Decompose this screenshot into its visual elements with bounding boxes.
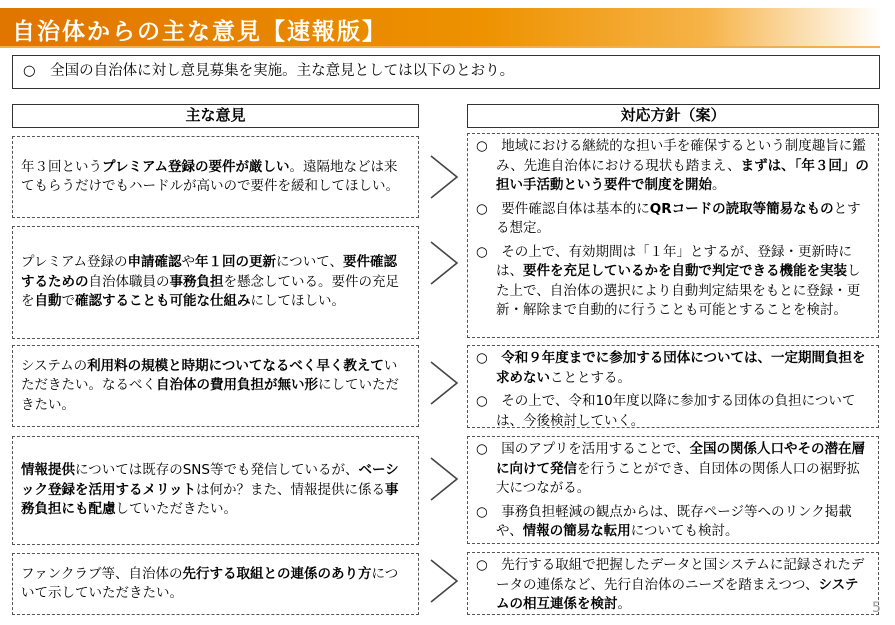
body-text: プレミアム登録の (21, 254, 128, 271)
emphasis-text: 申請確認 (127, 254, 182, 271)
response-box-4 (467, 552, 879, 615)
body-text: については既存のSNS等でも発信しているが、 (75, 462, 359, 479)
opinion-text-1 (21, 158, 410, 197)
body-text: にしてほしい。 (250, 293, 345, 310)
opinion-text-3 (21, 357, 410, 416)
body-text: システムの (21, 357, 88, 374)
body-text: 。遠隔地などは来てもらうだけでもハードルが高いので要件を緩和してほしい。 (21, 158, 399, 194)
body-text: 年３回という (21, 158, 102, 175)
response-box-2 (467, 345, 879, 428)
body-text: した上で、自治体の選択により自動判定結果をもとに登録・更新・解除まで自動的に行うことも可能とすることを検討。 (496, 263, 861, 318)
emphasis-text: ベーシック登録を活用するメリット (21, 462, 399, 498)
arrow-right-icon (428, 154, 460, 200)
response-item (476, 200, 870, 239)
body-text: いただきたい。なるべく (21, 357, 398, 394)
opinion-box-1 (12, 136, 419, 218)
emphasis-text: 利用料の規模と時期についてなるべく早く教えて (87, 357, 384, 374)
response-box-1 (467, 133, 879, 338)
page-number: 5 (872, 600, 881, 616)
body-text: 自治体職員の (88, 273, 170, 290)
emphasis-text: 自動 (34, 293, 62, 310)
body-text: について、 (276, 254, 343, 271)
opinion-box-4 (12, 436, 419, 545)
body-text: ○ 事務負担軽減の観点からは、既存ページ等へのリンク掲載や、 (476, 503, 852, 539)
body-text: 。 (617, 596, 631, 612)
opinion-box-3 (12, 345, 419, 427)
body-text: ○ 国のアプリを活用することで、 (476, 441, 690, 457)
response-item (476, 392, 870, 431)
body-text: していただきたい。 (115, 501, 237, 518)
response-item (476, 556, 870, 615)
opinion-text-2 (21, 253, 410, 312)
page-title: 自治体からの主な意見【速報版】 (12, 19, 387, 45)
response-item (476, 503, 870, 542)
emphasis-text: 先行する取組との連係のあり方 (182, 565, 372, 582)
body-text: は何か？また、情報提供に係る (195, 481, 385, 498)
body-text: にしていただきたい。 (21, 377, 399, 413)
response-item (476, 137, 870, 196)
body-text: 。 (712, 177, 726, 193)
responses-header: 対応方針（案） (467, 104, 879, 128)
emphasis-text: プレミアム登録の要件が厳しい (102, 158, 290, 175)
emphasis-text: 事務負担にも配慮 (21, 481, 399, 518)
opinions-header: 主な意見 (12, 104, 419, 128)
emphasis-text: QRコードの読取等簡易なもの (649, 200, 834, 217)
response-box-3 (467, 436, 879, 544)
body-text: とする想定。 (496, 200, 861, 236)
emphasis-text: 年１回の更新 (195, 254, 277, 271)
body-text: ○ 先行する取組で把握したデータと国システムに記録されたデータの連係など、先行自治体のニーズを踏まえつつ、 (476, 557, 865, 593)
body-text: ○ 地域における継続的な担い手を確保するという制度趣旨に鑑み、先進自治体における現状も踏まえ、 (476, 138, 866, 174)
arrow-right-icon (428, 558, 460, 604)
opinion-text-4 (21, 461, 410, 520)
emphasis-text: 確認することも可能な仕組み (75, 293, 251, 310)
emphasis-text: 情報の簡易な転用 (522, 523, 631, 539)
title-underline (0, 46, 880, 48)
intro-text: ○ 全国の自治体に対し意見募集を実施。主な意見としては以下のとおり。 (12, 55, 880, 89)
emphasis-text: 要件確認するための (21, 254, 397, 290)
body-text: ○ その上で、有効期間は「１年」とするが、登録・更新時には、 (476, 243, 853, 279)
body-text: ファンクラブ等、自治体の (21, 565, 183, 582)
response-item (476, 440, 870, 499)
opinion-text-5 (21, 565, 410, 604)
title-bar (0, 8, 880, 46)
arrow-right-icon (428, 360, 460, 406)
body-text: や (181, 254, 196, 271)
emphasis-text: 全国の関係人口やその潜在層に向けて発信 (496, 441, 865, 477)
body-text: を懸念している。要件の充足を (21, 273, 399, 310)
response-item (476, 349, 870, 388)
body-text: こととする。 (550, 369, 631, 386)
arrow-right-icon (428, 456, 460, 502)
emphasis-text: 要件を充足しているかを自動で判定できる機能を実装 (523, 263, 847, 279)
emphasis-text: 情報提供 (21, 462, 75, 479)
emphasis-text: ○ 令和９年度までに参加する団体については、一定期間負担を求めない (476, 350, 866, 386)
emphasis-text: 自治体の費用負担が無い形 (156, 377, 318, 394)
body-text: について示していただきたい。 (21, 565, 399, 601)
opinion-box-2 (12, 226, 419, 339)
body-text: についても検討。 (630, 523, 739, 539)
body-text: を行うことができ、自団体の関係人口の裾野拡大につながる。 (496, 460, 860, 496)
body-text: で (61, 293, 75, 310)
arrow-right-icon (428, 240, 460, 286)
response-item (476, 243, 870, 321)
emphasis-text: システムの相互連係を検討 (496, 576, 859, 612)
emphasis-text: 事務負担 (169, 273, 224, 290)
emphasis-text: まずは、「年３回」の担い手活動という要件で制度を開始 (496, 157, 869, 193)
body-text: ○ 要件確認自体は基本的に (476, 200, 650, 217)
opinion-box-5 (12, 553, 419, 615)
body-text: ○ その上で、令和10年度以降に参加する団体の負担については、今後検討していく。 (476, 393, 856, 429)
